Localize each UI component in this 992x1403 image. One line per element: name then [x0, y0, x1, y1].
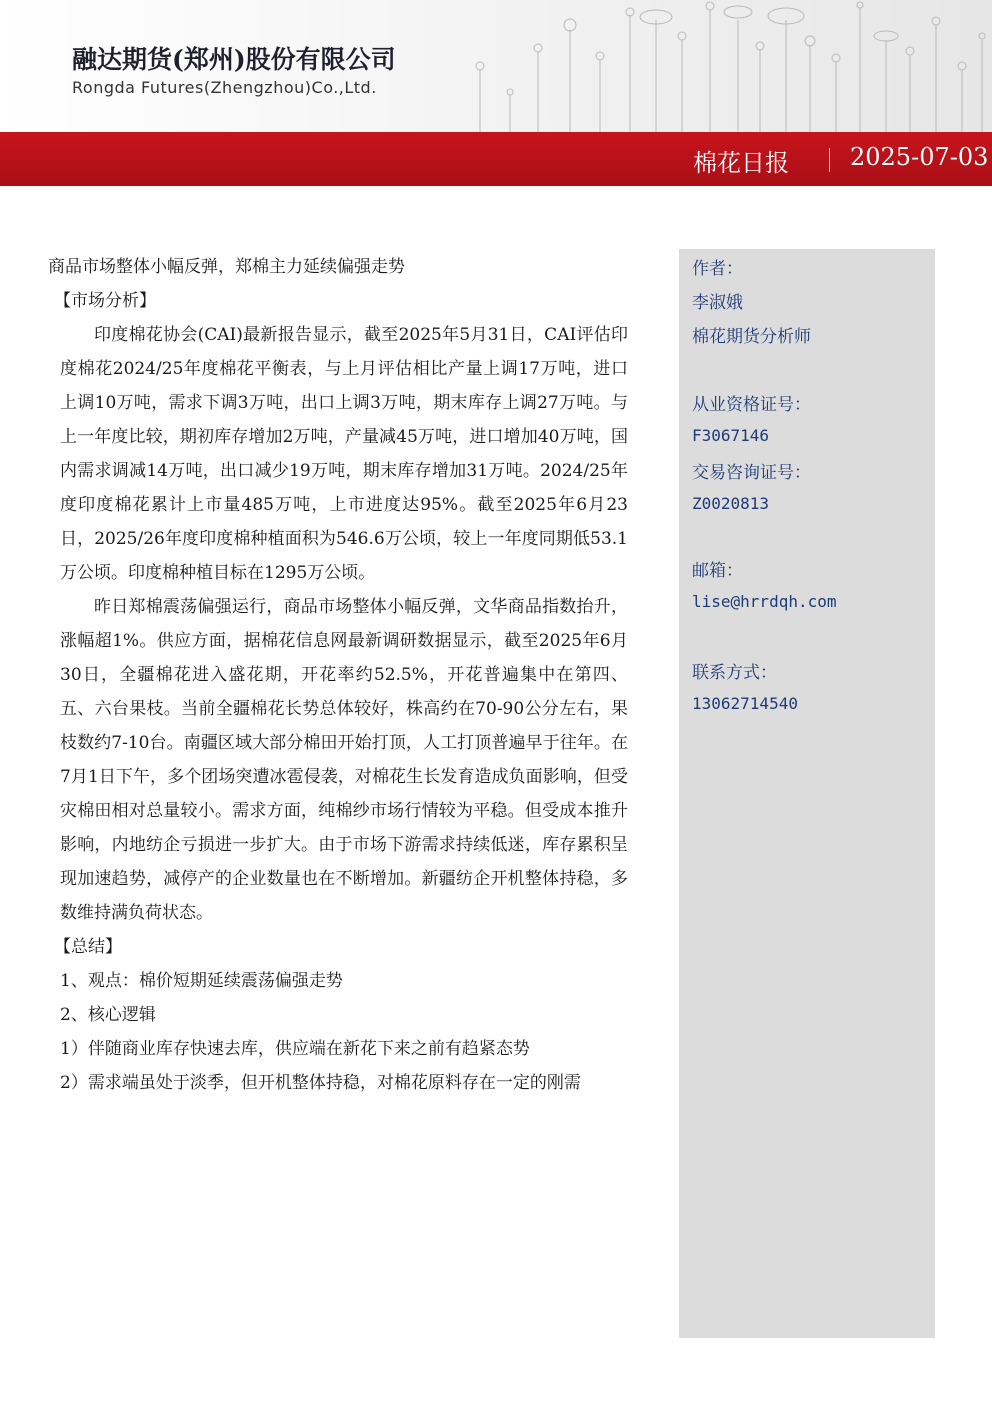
main-content [48, 250, 628, 1100]
author-label: 作者： [692, 259, 743, 279]
summary-item: 1、观点：棉价短期延续震荡偏强走势 [60, 971, 343, 991]
page-header [0, 0, 992, 132]
email-label: 邮箱： [692, 561, 743, 581]
company-name-cn: 融达期货(郑州)股份有限公司 [72, 45, 396, 74]
report-date: 2025-07-03 [850, 143, 989, 171]
market-paragraph-2: 昨日郑棉震荡偏强运行，商品市场整体小幅反弹，文华商品指数抬升，涨幅超1%。供应方面，据棉花信息网最新调研数据显示，截至2025年6月30日，全疆棉花进入盛花期，开花率约52.5%，开花普遍集中在第四、五、六台果枝。当前全疆棉花长势总体较好，株高约在70-90公分左右，果枝数约7-10台。南疆区域大部分棉田开始打顶，人工打顶普遍早于往年。在7月1日下午，多个团场突遭冰雹侵袭，对棉花生长发育造成负面影响，但受灾棉田相对总量较小。需求方面，纯棉纱市场行情较为平稳。但受成本推升影响，内地纺企亏损进一步扩大。由于市场下游需求持续低迷，库存累积呈现加速趋势，减停产的企业数量也在不断增加。新疆纺企开机整体持稳，多数维持满负荷状态。 [60, 597, 628, 923]
qualification-number: F3067146 [692, 426, 770, 445]
market-analysis-heading: 【市场分析】 [54, 291, 156, 311]
author-name: 李淑娥 [692, 293, 743, 313]
market-paragraph-1: 印度棉花协会(CAI)最新报告显示，截至2025年5月31日，CAI评估印度棉花2024/25年度棉花平衡表，与上月评估相比产量上调17万吨，进口上调10万吨，需求下调3万吨，出口上调3万吨，期末库存上调27万吨。与上一年度比较，期初库存增加2万吨，产量减45万吨，进口增加40万吨，国内需求调减14万吨，出口减少19万吨，期末库存增加31万吨。2024/25年度印度棉花累计上市量485万吨，上市进度达95%。截至2025年6月23日，2025/26年度印度棉种植面积为546.6万公顷，较上一年度同期低53.1万公顷。印度棉种植目标在1295万公顷。 [60, 325, 628, 583]
report-title-bar [0, 132, 992, 186]
contact-label: 联系方式： [692, 663, 777, 683]
summary-heading: 【总结】 [54, 937, 122, 957]
summary-item: 2）需求端虽处于淡季，但开机整体持稳，对棉花原料存在一定的刚需 [60, 1073, 581, 1093]
phone-number: 13062714540 [692, 694, 798, 713]
email-link[interactable]: lise@hrrdqh.com [692, 592, 837, 611]
report-type: 棉花日报 [693, 149, 789, 177]
summary-item: 1）伴随商业库存快速去库，供应端在新花下来之前有趋紧态势 [60, 1039, 530, 1059]
author-title: 棉花期货分析师 [692, 327, 811, 347]
summary-item: 2、核心逻辑 [60, 1005, 156, 1025]
company-name-en: Rongda Futures(Zhengzhou)Co.,Ltd. [72, 78, 377, 97]
consult-number: Z0020813 [692, 494, 770, 513]
consult-label: 交易咨询证号： [692, 463, 811, 483]
header-decoration [460, 0, 992, 132]
title-separator [829, 148, 830, 172]
qualification-label: 从业资格证号： [692, 395, 811, 415]
headline: 商品市场整体小幅反弹，郑棉主力延续偏强走势 [48, 257, 405, 277]
